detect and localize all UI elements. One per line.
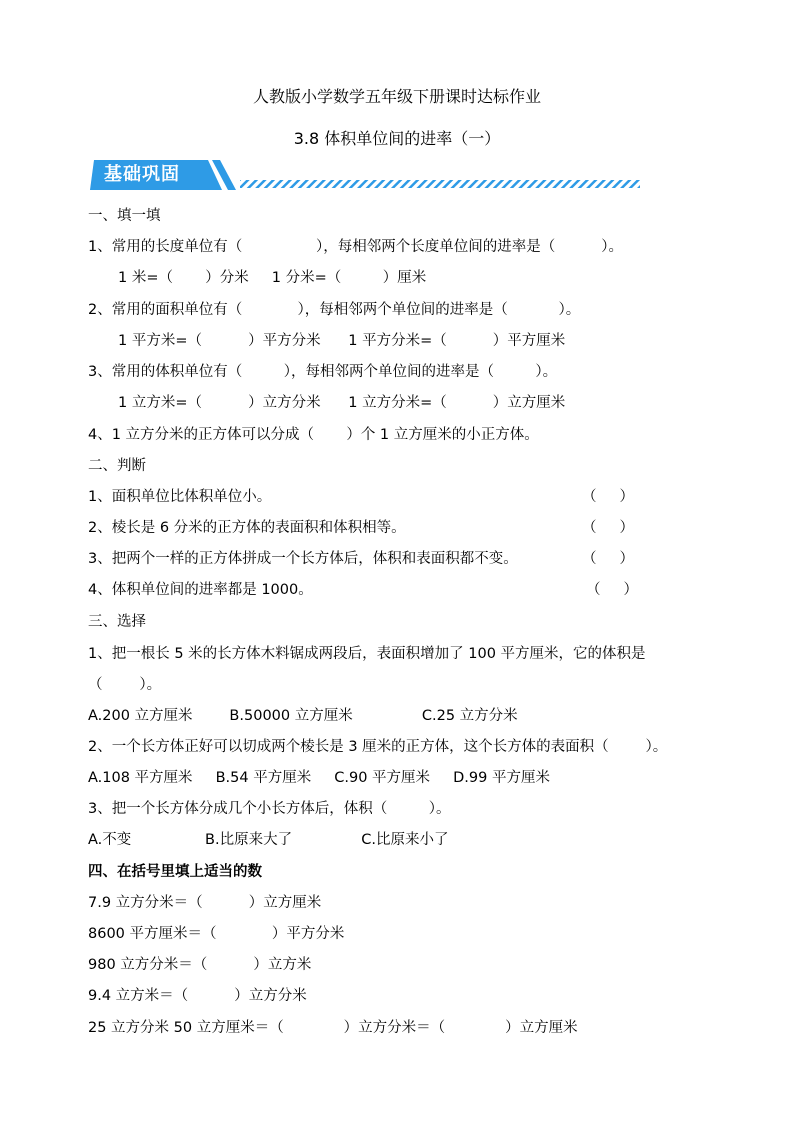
question-text: 4、1 立方分米的正方体可以分成（ ）个 1 立方厘米的小正方体。 bbox=[88, 427, 539, 443]
question-text: 8600 平方厘米＝（ ）平方分米 bbox=[88, 926, 345, 942]
question-text: 1 米=（ ）分米 1 分米=（ ）厘米 bbox=[118, 270, 427, 286]
question-text: 980 立方分米＝（ ）立方米 bbox=[88, 957, 312, 973]
question-text: 9.4 立方米＝（ ）立方分米 bbox=[88, 988, 307, 1004]
question-text: 2、一个长方体正好可以切成两个棱长是 3 厘米的正方体，这个长方体的表面积（ ）。 bbox=[88, 739, 668, 755]
section-heading-judge: 二、判断 bbox=[88, 458, 146, 474]
question-text: 1 平方米=（ ）平方分米 1 平方分米=（ ）平方厘米 bbox=[118, 333, 566, 349]
question-text: 3、常用的体积单位有（ ），每相邻两个单位间的进率是（ ）。 bbox=[88, 364, 558, 380]
section-heading-conversion: 四、在括号里填上适当的数 bbox=[88, 864, 262, 880]
answer-paren: （ ） bbox=[582, 551, 635, 567]
question-text: 2、常用的面积单位有（ ），每相邻两个单位间的进率是（ ）。 bbox=[88, 302, 581, 318]
question-text: 1、常用的长度单位有（ ），每相邻两个长度单位间的进率是（ ）。 bbox=[88, 239, 624, 255]
page-subtitle: 3.8 体积单位间的进率（一） bbox=[293, 129, 501, 148]
question-text: 3、把两个一样的正方体拼成一个长方体后，体积和表面积都不变。 bbox=[88, 551, 518, 567]
answer-paren: （ ） bbox=[582, 520, 635, 536]
question-text: 7.9 立方分米＝（ ）立方厘米 bbox=[88, 895, 322, 911]
question-text: 4、体积单位间的进率都是 1000。 bbox=[88, 582, 313, 598]
question-text: 1 立方米=（ ）立方分米 1 立方分米=（ ）立方厘米 bbox=[118, 395, 566, 411]
question-text: （ ）。 bbox=[88, 677, 162, 693]
question-text: 3、把一个长方体分成几个小长方体后，体积（ ）。 bbox=[88, 801, 451, 817]
answer-options: A.不变 B.比原来大了 C.比原来小了 bbox=[88, 832, 449, 848]
section-heading-fill: 一、填一填 bbox=[88, 208, 161, 224]
section-heading-choice: 三、选择 bbox=[88, 614, 146, 630]
question-text: 1、把一根长 5 米的长方体木料锯成两段后，表面积增加了 100 平方厘米，它的体积是 bbox=[88, 646, 646, 662]
page-title: 人教版小学数学五年级下册课时达标作业 bbox=[252, 87, 541, 106]
question-text: 25 立方分米 50 立方厘米＝（ ）立方分米＝（ ）立方厘米 bbox=[88, 1020, 578, 1036]
question-text: 2、棱长是 6 分米的正方体的表面积和体积相等。 bbox=[88, 520, 406, 536]
answer-options: A.108 平方厘米 B.54 平方厘米 C.90 平方厘米 D.99 平方厘米 bbox=[88, 770, 550, 786]
answer-options: A.200 立方厘米 B.50000 立方厘米 C.25 立方分米 bbox=[88, 708, 518, 724]
answer-paren: （ ） bbox=[586, 582, 639, 598]
banner-label: 基础巩固 bbox=[104, 164, 180, 185]
question-text: 1、面积单位比体积单位小。 bbox=[88, 489, 272, 505]
answer-paren: （ ） bbox=[582, 489, 635, 505]
